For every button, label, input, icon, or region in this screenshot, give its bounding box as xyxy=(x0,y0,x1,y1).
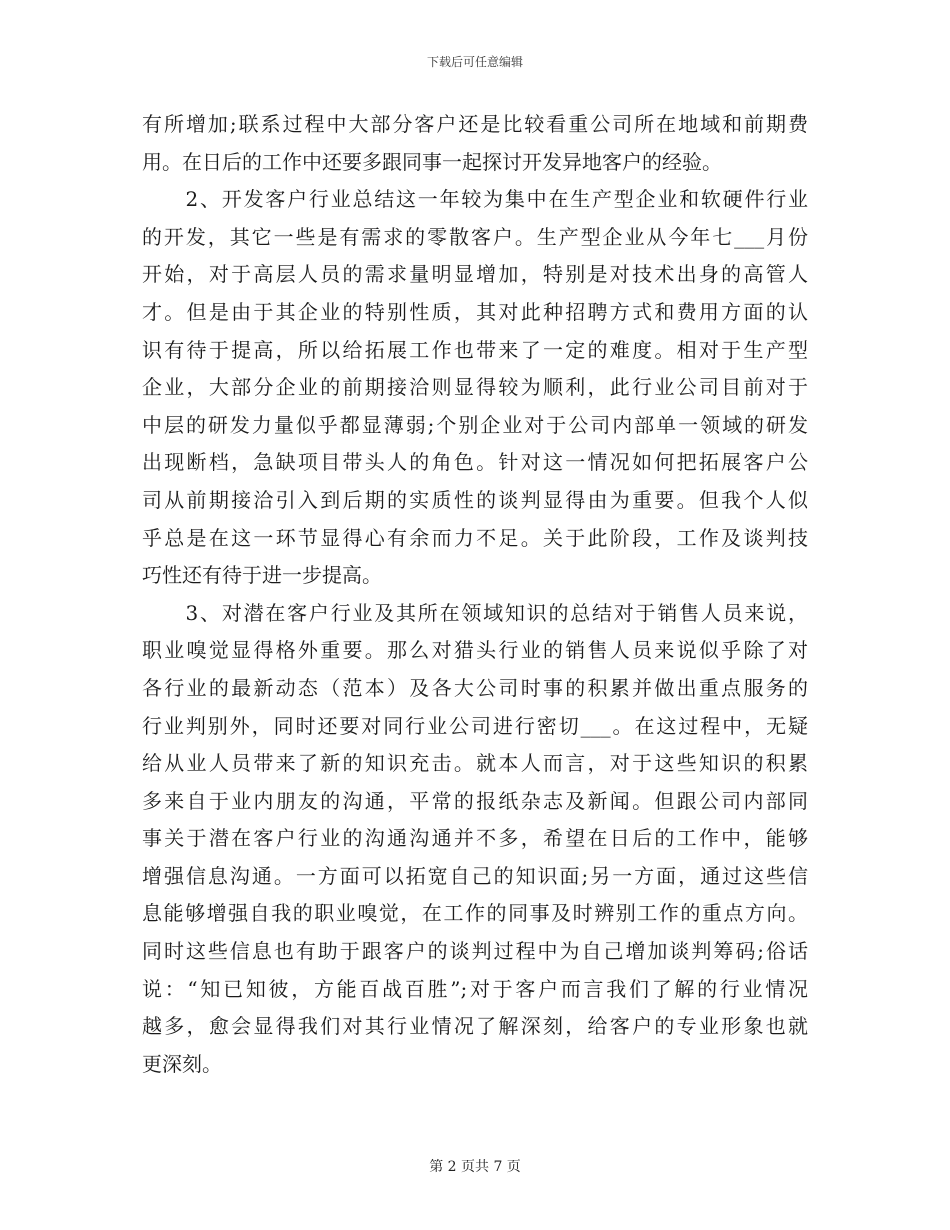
text-line: 的开发，其它一些是有需求的零散客户。生产型企业从今年七___月份 xyxy=(142,224,808,249)
text-line: 事关于潜在客户行业的沟通沟通并不多，希望在日后的工作中，能够 xyxy=(142,826,808,851)
text-line: 多来自于业内朋友的沟通，平常的报纸杂志及新闻。但跟公司内部同 xyxy=(142,788,808,813)
text-line: 企业，大部分企业的前期接洽则显得较为顺利，此行业公司目前对于 xyxy=(142,375,808,400)
text-line: 识有待于提高，所以给拓展工作也带来了一定的难度。相对于生产型 xyxy=(142,337,808,362)
text-line: 更深刻。 xyxy=(142,1051,222,1076)
text-line: 息能够增强自我的职业嗅觉，在工作的同事及时辨别工作的重点方向。 xyxy=(142,901,808,926)
text-line: 各行业的最新动态（范本）及各大公司时事的积累并做出重点服务的 xyxy=(142,675,808,700)
text-line: 开始，对于高层人员的需求量明显增加，特别是对技术出身的高管人 xyxy=(142,262,808,287)
page-number: 第 2 页共 7 页 xyxy=(429,1159,521,1175)
text-line: 中层的研发力量似乎都显薄弱;个别企业对于公司内部单一领域的研发 xyxy=(142,412,808,437)
text-line: 给从业人员带来了新的知识充击。就本人而言，对于这些知识的积累 xyxy=(142,751,808,776)
text-line: 同时这些信息也有助于跟客户的谈判过程中为自己增加谈判筹码;俗话 xyxy=(142,939,808,964)
text-line: 巧性还有待于进一步提高。 xyxy=(142,563,382,588)
text-line: 出现断档，急缺项目带头人的角色。针对这一情况如何把拓展客户公 xyxy=(142,450,808,475)
text-line: 乎总是在这一环节显得心有余而力不足。关于此阶段，工作及谈判技 xyxy=(142,525,808,550)
text-line: 行业判别外，同时还要对同行业公司进行密切___。在这过程中，无疑 xyxy=(142,713,808,738)
document-body xyxy=(142,106,808,1083)
page-header: 下载后可任意编辑 xyxy=(426,55,523,69)
text-line: 2、开发客户行业总结这一年较为集中在生产型企业和软硬件行业 xyxy=(142,187,808,212)
text-line: 越多，愈会显得我们对其行业情况了解深刻，给客户的专业形象也就 xyxy=(142,1014,808,1039)
text-line: 增强信息沟通。一方面可以拓宽自己的知识面;另一方面，通过这些信 xyxy=(142,863,808,888)
text-line: 3、对潜在客户行业及其所在领域知识的总结对于销售人员来说， xyxy=(142,600,808,625)
text-line: 司从前期接洽引入到后期的实质性的谈判显得由为重要。但我个人似 xyxy=(142,487,808,512)
text-line: 职业嗅觉显得格外重要。那么对猎头行业的销售人员来说似乎除了对 xyxy=(142,638,808,663)
text-line: 有所增加;联系过程中大部分客户还是比较看重公司所在地域和前期费 xyxy=(142,112,808,136)
text-line: 用。在日后的工作中还要多跟同事一起探讨开发异地客户的经验。 xyxy=(142,149,722,174)
text-line: 说：“知已知彼，方能百战百胜”;对于客户而言我们了解的行业情况 xyxy=(142,976,808,1001)
text-line: 才。但是由于其企业的特别性质，其对此种招聘方式和费用方面的认 xyxy=(142,299,808,324)
